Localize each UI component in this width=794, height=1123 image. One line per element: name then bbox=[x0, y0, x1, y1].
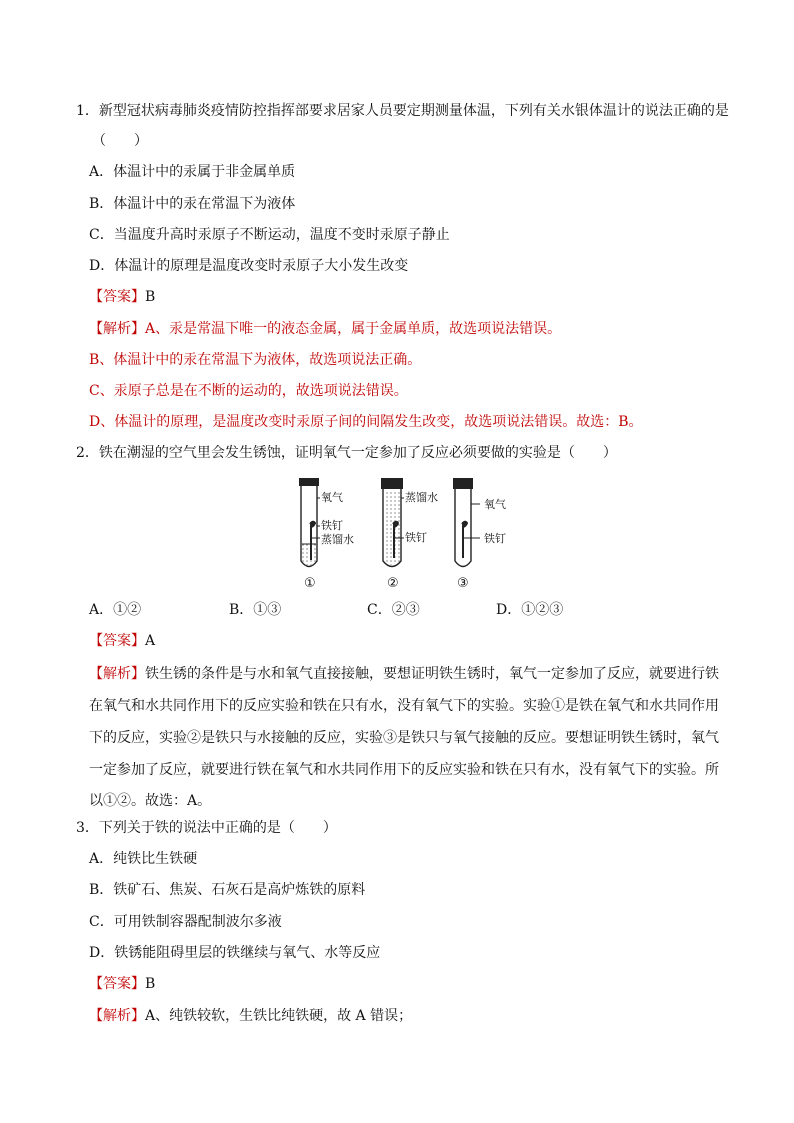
q1-analysis-4: D、体温计的原理，是温度改变时汞原子间的间隔发生改变，故选项说法错误。故选：B。 bbox=[89, 414, 643, 430]
q3-answer bbox=[89, 974, 155, 994]
q2-option-d: D．①②③ bbox=[496, 602, 564, 618]
test-tube-figure bbox=[294, 476, 524, 592]
tube3-oxygen-label: 氧气 bbox=[484, 498, 506, 511]
analysis-text: 铁生锈的条件是与水和氧气直接接触，要想证明铁生锈时，氧气一定参加了反应，就要进行铁 bbox=[145, 666, 719, 682]
q2-option-c: C．②③ bbox=[367, 602, 420, 618]
tube1-water-label: 蒸馏水 bbox=[321, 533, 354, 546]
q1-analysis-2: B、体温计中的汞在常温下为液体，故选项说法正确。 bbox=[89, 352, 422, 368]
tube2-number: ② bbox=[387, 576, 399, 591]
q2-analysis-1 bbox=[89, 664, 719, 684]
q1-answer bbox=[89, 287, 155, 307]
q2-option-a: A．①② bbox=[89, 602, 142, 618]
q1-blank: （ ） bbox=[92, 133, 148, 149]
q1-stem: 1．新型冠状病毒肺炎疫情防控指挥部要求居家人员要定期测量体温，下列有关水银体温计的说法正确的是 bbox=[76, 103, 729, 119]
answer-value: B bbox=[145, 289, 156, 305]
tube2-water-label: 蒸馏水 bbox=[405, 491, 438, 504]
tube3-number: ③ bbox=[457, 576, 469, 591]
q1-option-d: D．体温计的原理是温度改变时汞原子大小发生改变 bbox=[89, 258, 409, 274]
q1-option-c: C．当温度升高时汞原子不断运动，温度不变时汞原子静止 bbox=[89, 227, 450, 243]
tube1-oxygen-label: 氧气 bbox=[321, 491, 343, 504]
tube1-nail-label: 铁钉 bbox=[321, 519, 343, 532]
analysis-label: 【解析】 bbox=[89, 321, 145, 337]
q3-option-b: B．铁矿石、焦炭、石灰石是高炉炼铁的原料 bbox=[89, 882, 366, 898]
q2-analysis-4: 一定参加了反应，就要进行铁在氧气和水共同作用下的反应实验和铁在只有水，没有氧气下的实验。所 bbox=[89, 762, 719, 778]
q1-option-a: A．体温计中的汞属于非金属单质 bbox=[89, 164, 296, 180]
answer-label: 【答案】 bbox=[89, 633, 145, 649]
q1-analysis-3: C、汞原子总是在不断的运动的，故选项说法错误。 bbox=[89, 383, 408, 399]
q3-analysis bbox=[89, 1006, 412, 1026]
q3-option-a: A．纯铁比生铁硬 bbox=[89, 851, 198, 867]
q3-stem: 3．下列关于铁的说法中正确的是（ ） bbox=[76, 820, 337, 836]
q3-option-d: D．铁锈能阻碍里层的铁继续与氧气、水等反应 bbox=[89, 945, 381, 961]
q1-analysis-1 bbox=[89, 319, 561, 339]
analysis-label: 【解析】 bbox=[89, 1008, 145, 1024]
analysis-text: A、汞是常温下唯一的液态金属，属于金属单质，故选项说法错误。 bbox=[145, 321, 562, 337]
test-tube-3 bbox=[453, 478, 506, 591]
q3-option-c: C．可用铁制容器配制波尔多液 bbox=[89, 914, 282, 930]
answer-value: B bbox=[145, 976, 156, 992]
tube3-nail-label: 铁钉 bbox=[484, 532, 506, 545]
q1-option-b: B．体温计中的汞在常温下为液体 bbox=[89, 196, 296, 212]
answer-value: A bbox=[145, 633, 156, 649]
q2-analysis-5: 以①②。故选：A。 bbox=[89, 793, 212, 809]
tube1-number: ① bbox=[304, 576, 316, 591]
test-tube-2 bbox=[381, 478, 438, 591]
q2-option-b: B．①③ bbox=[229, 602, 282, 618]
q2-answer bbox=[89, 631, 155, 651]
q2-analysis-2: 在氧气和水共同作用下的反应实验和铁在只有水，没有氧气下的实验。实验①是铁在氧气和水共同作用 bbox=[89, 698, 719, 714]
answer-label: 【答案】 bbox=[89, 289, 145, 305]
tube2-nail-label: 铁钉 bbox=[405, 531, 427, 544]
analysis-label: 【解析】 bbox=[89, 666, 145, 682]
q2-stem: 2．铁在潮湿的空气里会发生锈蚀，证明氧气一定参加了反应必须要做的实验是（ ） bbox=[76, 445, 617, 461]
q2-analysis-3: 下的反应，实验②是铁只与水接触的反应，实验③是铁只与氧气接触的反应。要想证明铁生锈时，氧气 bbox=[89, 730, 719, 746]
answer-label: 【答案】 bbox=[89, 976, 145, 992]
test-tube-1 bbox=[299, 478, 354, 591]
analysis-text: A、纯铁较软，生铁比纯铁硬，故 A 错误； bbox=[145, 1008, 413, 1024]
